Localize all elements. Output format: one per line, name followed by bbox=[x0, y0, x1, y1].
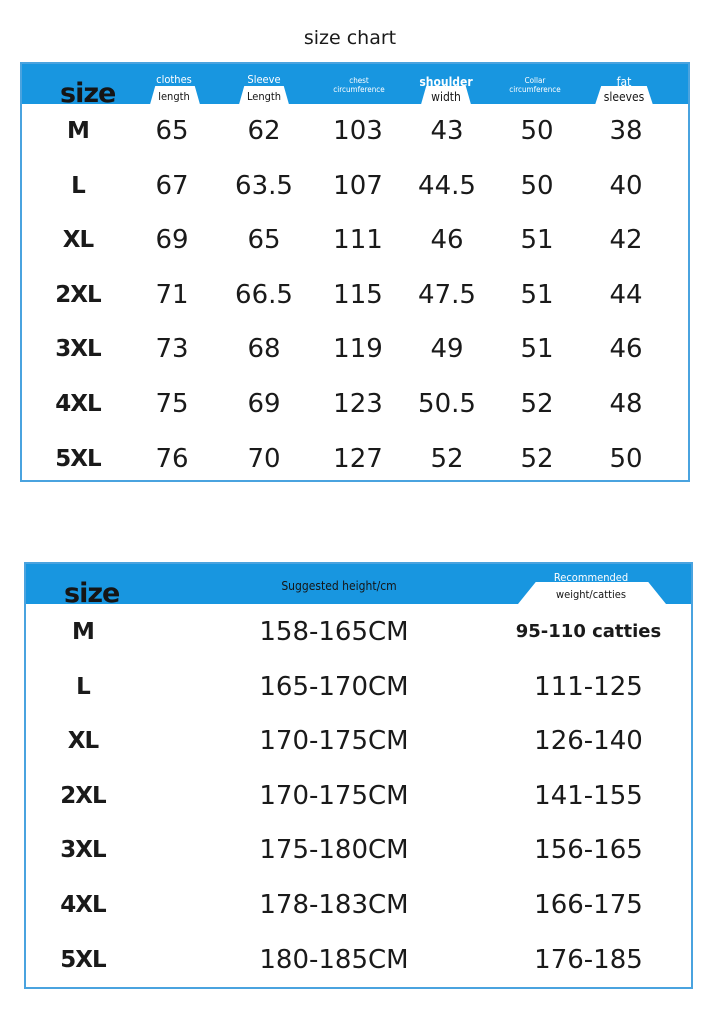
height-cell: 170-175CM bbox=[259, 780, 409, 811]
size-cell: L bbox=[71, 172, 85, 199]
value-cell: 115 bbox=[333, 279, 383, 310]
value-cell: 46 bbox=[430, 225, 464, 256]
size-cell: 2XL bbox=[55, 281, 101, 308]
value-cell: 51 bbox=[520, 279, 554, 310]
value-cell: 51 bbox=[520, 334, 554, 365]
weight-cell: 111-125 bbox=[534, 671, 643, 702]
value-cell: 49 bbox=[430, 334, 464, 365]
value-cell: 69 bbox=[247, 389, 281, 419]
value-cell: 107 bbox=[333, 170, 383, 201]
height-cell: 165-170CM bbox=[259, 671, 409, 702]
value-cell: 111 bbox=[333, 225, 383, 256]
table-row bbox=[22, 268, 688, 322]
value-cell: 62 bbox=[247, 116, 281, 146]
value-cell: 50 bbox=[609, 443, 643, 474]
value-cell: 73 bbox=[155, 334, 189, 365]
table-row bbox=[22, 213, 688, 267]
column-header-chest-circumference: chest circumference bbox=[333, 76, 385, 94]
value-cell: 65 bbox=[155, 116, 189, 146]
weight-cell: 166-175 bbox=[534, 890, 643, 920]
value-cell: 40 bbox=[609, 170, 643, 201]
column-header-fat-sleeves: fat sleeves bbox=[603, 75, 645, 105]
value-cell: 52 bbox=[520, 443, 554, 474]
value-cell: 75 bbox=[155, 389, 189, 419]
table-row bbox=[22, 377, 688, 431]
chart-title: size chart bbox=[303, 27, 397, 49]
height-cell: 180-185CM bbox=[259, 944, 409, 975]
weight-cell: 176-185 bbox=[534, 944, 643, 975]
size-cell: 2XL bbox=[60, 782, 106, 809]
weight-cell: 95-110 catties bbox=[515, 621, 662, 642]
table-row bbox=[26, 933, 691, 987]
value-cell: 68 bbox=[247, 334, 281, 365]
height-cell: 158-165CM bbox=[259, 617, 409, 647]
size-column-header: size bbox=[64, 578, 120, 609]
size-cell: XL bbox=[62, 227, 94, 254]
column-header-suggested-height: Suggested height/cm bbox=[281, 579, 397, 593]
size-cell: 5XL bbox=[55, 445, 101, 472]
value-cell: 52 bbox=[430, 443, 464, 474]
value-cell: 50.5 bbox=[418, 389, 476, 419]
height-cell: 170-175CM bbox=[259, 726, 409, 757]
value-cell: 69 bbox=[155, 225, 189, 256]
value-cell: 127 bbox=[333, 443, 383, 474]
value-cell: 119 bbox=[333, 334, 383, 365]
value-cell: 65 bbox=[247, 225, 281, 256]
table-row bbox=[26, 605, 691, 659]
value-cell: 47.5 bbox=[418, 279, 476, 310]
value-cell: 103 bbox=[333, 116, 383, 146]
value-cell: 38 bbox=[609, 116, 643, 146]
column-header-shoulder-width: shoulder width bbox=[419, 75, 473, 105]
value-cell: 44 bbox=[609, 279, 643, 310]
column-header-collar-circumference: Collar circumference bbox=[509, 76, 561, 94]
size-cell: 3XL bbox=[60, 837, 106, 864]
measurements-table bbox=[20, 62, 690, 482]
value-cell: 76 bbox=[155, 443, 189, 474]
size-cell: M bbox=[72, 619, 94, 645]
weight-cell: 126-140 bbox=[534, 726, 643, 757]
value-cell: 70 bbox=[247, 443, 281, 474]
column-header-sleeve-length: Sleeve Length bbox=[246, 73, 282, 104]
size-cell: 4XL bbox=[60, 892, 106, 918]
value-cell: 48 bbox=[609, 389, 643, 419]
value-cell: 50 bbox=[520, 116, 554, 146]
column-header-clothes-length: clothes length bbox=[156, 73, 192, 104]
height-cell: 178-183CM bbox=[259, 890, 409, 920]
recommendation-table bbox=[24, 562, 693, 989]
column-header-recommended-weight: Recommended weight/catties bbox=[553, 571, 629, 602]
table-row bbox=[22, 104, 688, 158]
table-row bbox=[22, 322, 688, 376]
size-cell: 4XL bbox=[55, 391, 101, 417]
height-cell: 175-180CM bbox=[259, 835, 409, 866]
table-row bbox=[26, 769, 691, 823]
value-cell: 42 bbox=[609, 225, 643, 256]
value-cell: 67 bbox=[155, 170, 189, 201]
value-cell: 44.5 bbox=[418, 170, 476, 201]
weight-cell: 141-155 bbox=[534, 780, 643, 811]
size-cell: XL bbox=[67, 728, 99, 755]
value-cell: 63.5 bbox=[235, 170, 293, 201]
value-cell: 123 bbox=[333, 389, 383, 419]
size-cell: M bbox=[67, 118, 89, 144]
value-cell: 43 bbox=[430, 116, 464, 146]
value-cell: 71 bbox=[155, 279, 189, 310]
table-row bbox=[26, 878, 691, 932]
value-cell: 46 bbox=[609, 334, 643, 365]
size-cell: 5XL bbox=[60, 946, 106, 973]
weight-cell: 156-165 bbox=[534, 835, 643, 866]
value-cell: 50 bbox=[520, 170, 554, 201]
value-cell: 51 bbox=[520, 225, 554, 256]
size-column-header: size bbox=[60, 78, 116, 109]
table-row bbox=[22, 159, 688, 213]
size-cell: L bbox=[76, 673, 90, 700]
table-row bbox=[26, 823, 691, 877]
size-cell: 3XL bbox=[55, 336, 101, 363]
value-cell: 52 bbox=[520, 389, 554, 419]
value-cell: 66.5 bbox=[235, 279, 293, 310]
table-row bbox=[26, 660, 691, 714]
table-row bbox=[22, 432, 688, 486]
table-row bbox=[26, 714, 691, 768]
